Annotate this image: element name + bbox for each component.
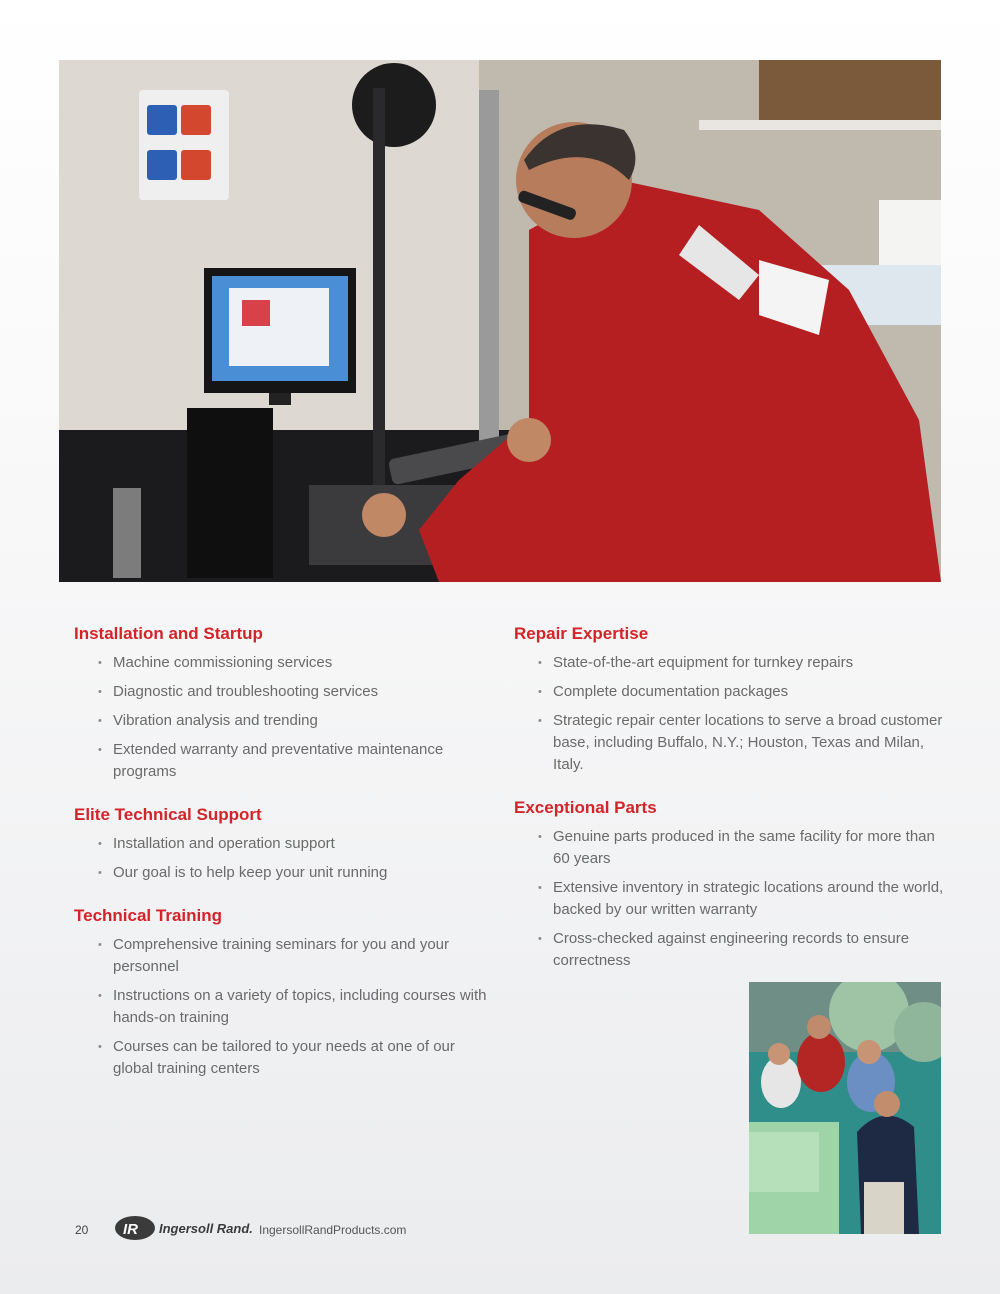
ingersoll-rand-logo — [113, 1214, 253, 1242]
logo-mark: IR — [123, 1221, 138, 1238]
section-repair-expertise — [514, 624, 944, 776]
list-item: • State-of-the-art equipment for turnkey repairs — [538, 652, 944, 674]
list-item: • Instructions on a variety of topics, including courses with hands-on training — [98, 985, 494, 1029]
list-item: • Comprehensive training seminars for you and your personnel — [98, 934, 494, 978]
bullet-list — [74, 652, 494, 783]
list-item: • Genuine parts produced in the same facility for more than 60 years — [538, 826, 944, 870]
list-item: • Extended warranty and preventative maintenance programs — [98, 739, 494, 783]
right-column — [514, 624, 944, 994]
section-elite-technical-support — [74, 805, 494, 884]
team-illustration — [749, 982, 941, 1234]
team-photo — [749, 982, 941, 1234]
list-item: • Extensive inventory in strategic locations around the world, backed by our written warranty — [538, 877, 944, 921]
section-title: Exceptional Parts — [514, 798, 657, 817]
section-title: Elite Technical Support — [74, 805, 262, 824]
list-item: • Diagnostic and troubleshooting services — [98, 681, 494, 703]
left-column — [74, 624, 494, 1102]
bullet-list — [514, 826, 944, 972]
section-title: Technical Training — [74, 906, 222, 925]
bullet-list — [74, 934, 494, 1080]
list-item: • Our goal is to help keep your unit running — [98, 862, 494, 884]
section-title: Installation and Startup — [74, 624, 263, 643]
list-item: • Strategic repair center locations to serve a broad customer base, including Buffalo, N.Y.; Houston, Texas and Milan, Italy. — [538, 710, 944, 776]
list-item: • Complete documentation packages — [538, 681, 944, 703]
list-item: • Vibration analysis and trending — [98, 710, 494, 732]
logo-text: Ingersoll Rand. — [159, 1221, 253, 1236]
section-installation-startup — [74, 624, 494, 783]
page-footer — [75, 1214, 475, 1244]
section-technical-training — [74, 906, 494, 1080]
technician-illustration — [59, 60, 941, 582]
list-item: • Machine commissioning services — [98, 652, 494, 674]
list-item: • Installation and operation support — [98, 833, 494, 855]
list-item: • Cross-checked against engineering records to ensure correctness — [538, 928, 944, 972]
hero-photo — [59, 60, 941, 582]
section-exceptional-parts — [514, 798, 944, 972]
bullet-list — [74, 833, 494, 884]
website-url: IngersollRandProducts.com — [259, 1223, 407, 1237]
page-number: 20 — [75, 1223, 89, 1237]
list-item: • Courses can be tailored to your needs at one of our global training centers — [98, 1036, 494, 1080]
bullet-list — [514, 652, 944, 776]
section-title: Repair Expertise — [514, 624, 649, 643]
